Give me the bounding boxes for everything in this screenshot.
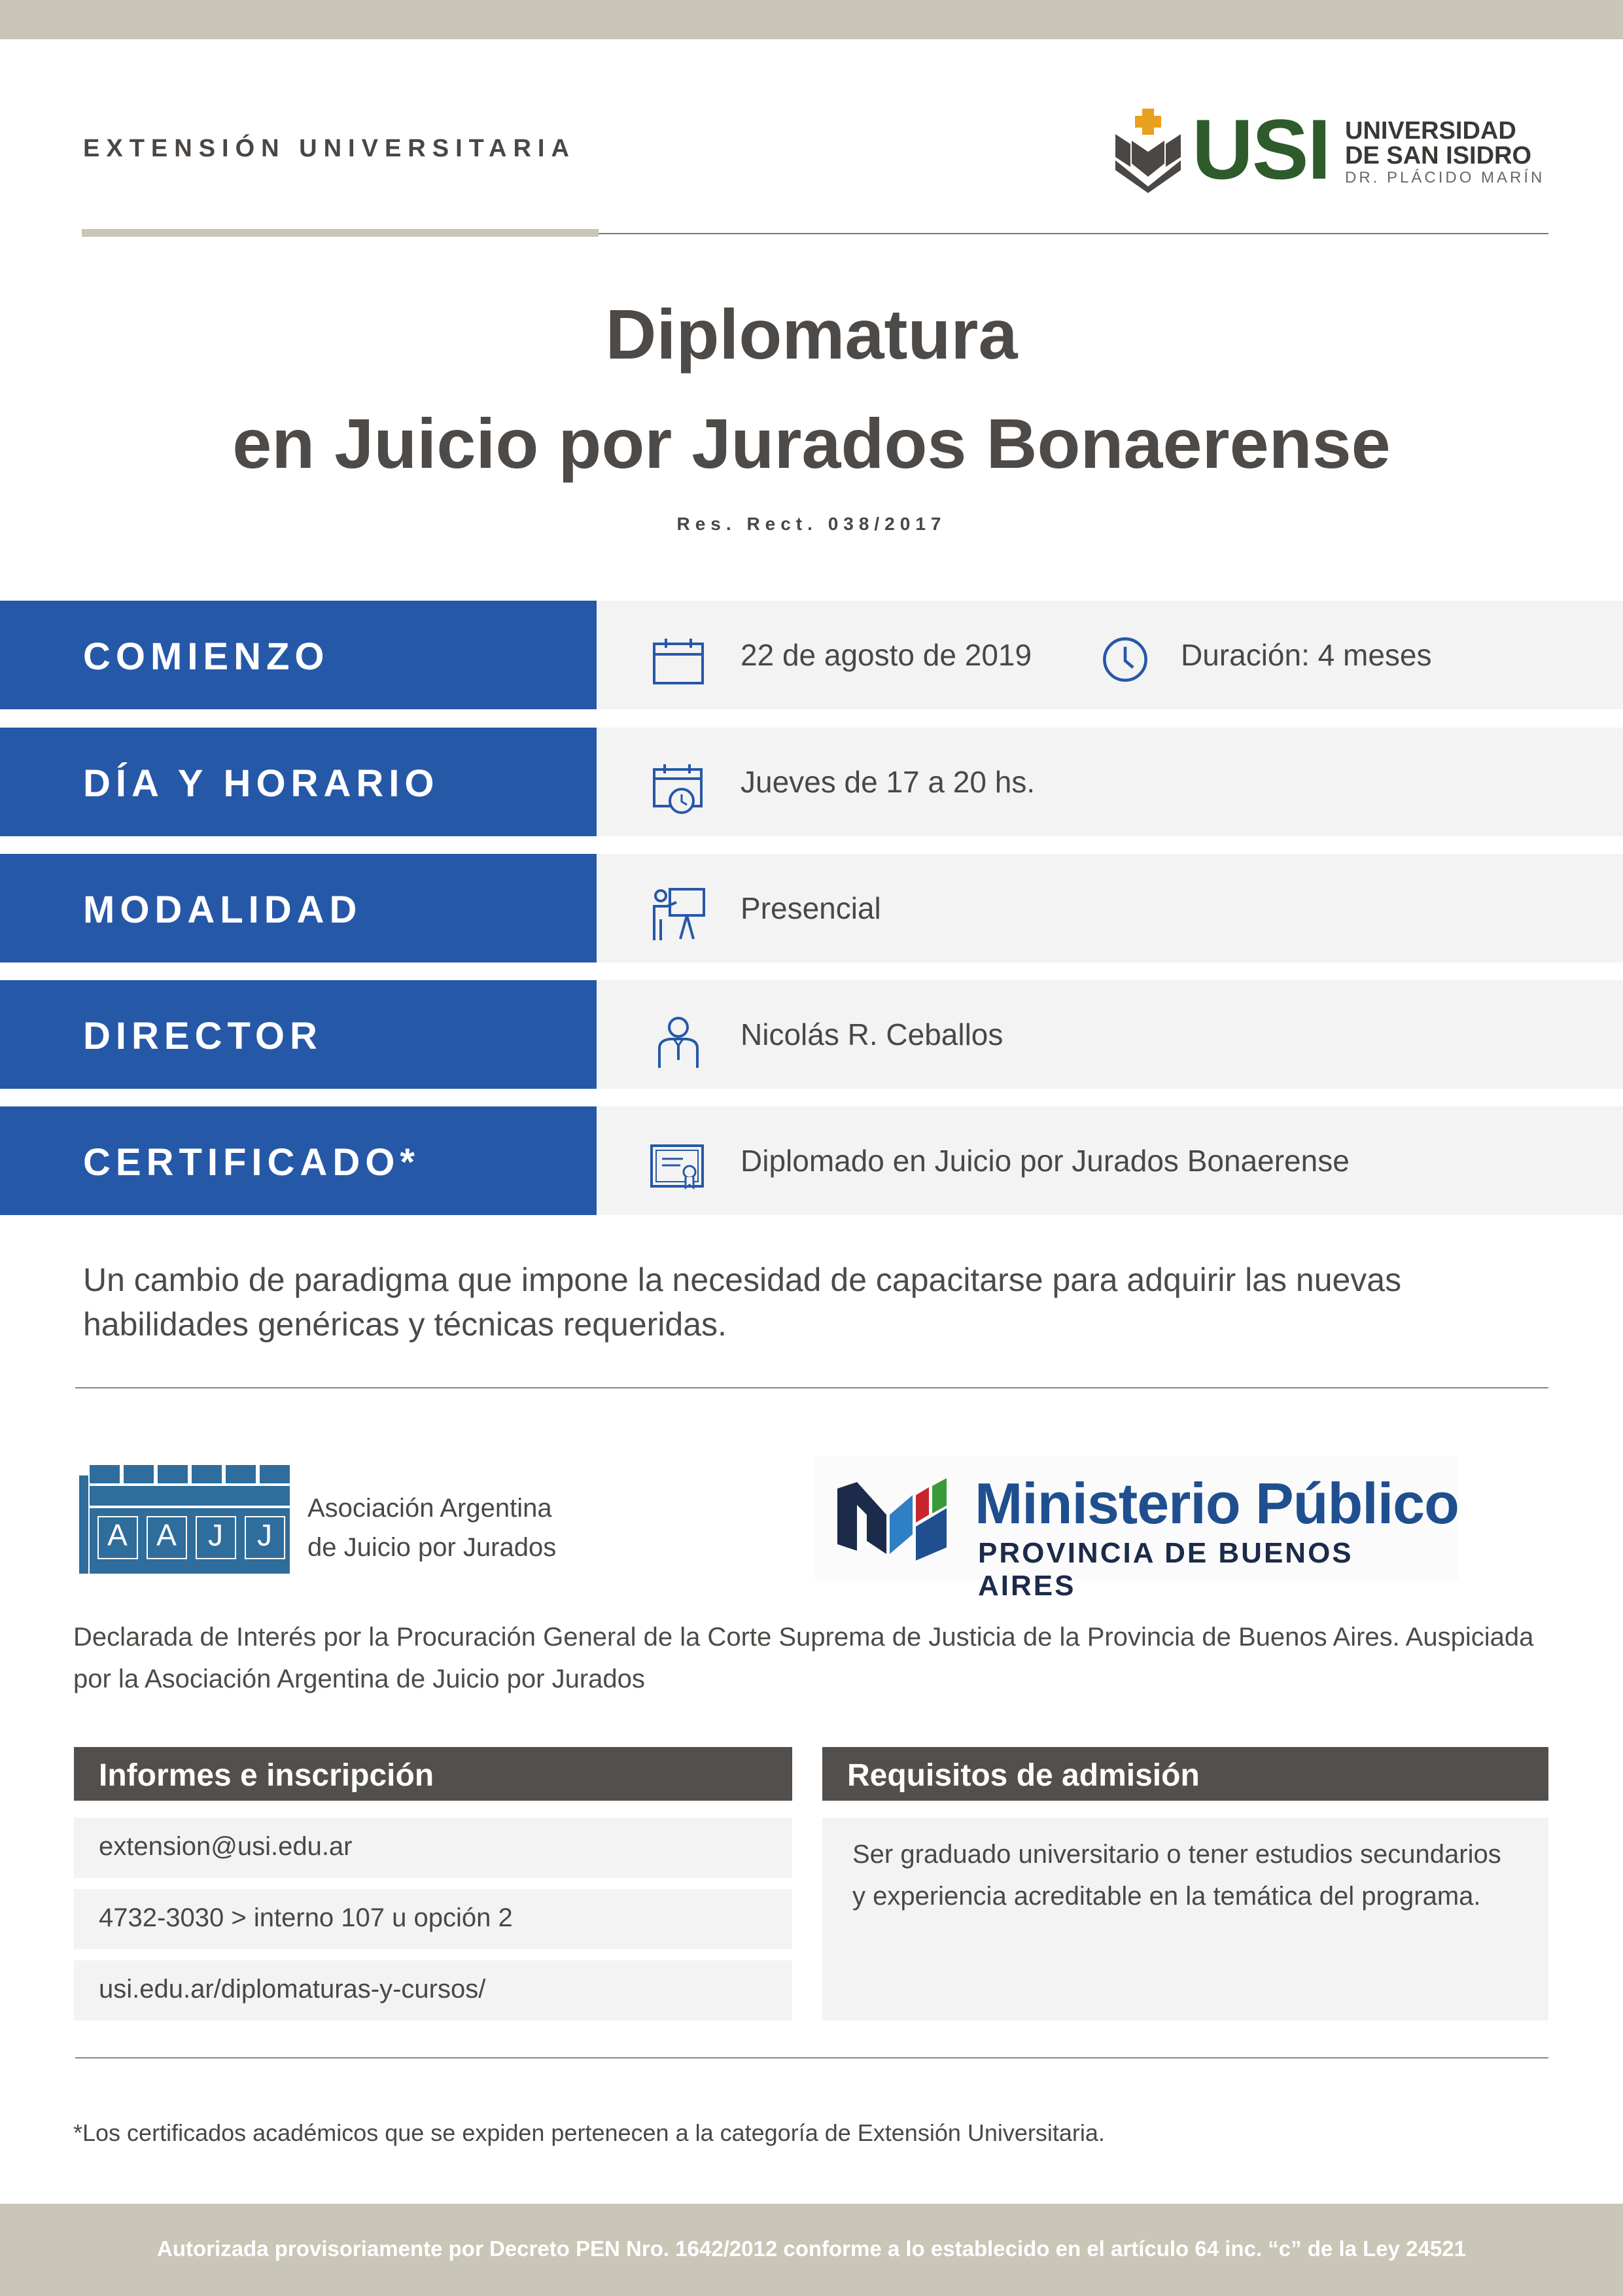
aajj-letter: J [245,1516,285,1559]
requirements-header [822,1747,1548,1801]
director-name: Nicolás R. Ceballos [741,1017,1003,1051]
presenter-icon [650,887,707,943]
contact-header [74,1747,792,1801]
contact-website-cell [74,1960,792,2021]
row-label-modalidad [0,854,597,963]
row-label-text: DIRECTOR [83,1015,323,1057]
ministerio-emblem-icon [834,1469,965,1567]
row-label-dia-horario [0,728,597,836]
certificate-icon [646,1139,708,1195]
intro-paragraph: Un cambio de paradigma que impone la necesidad de capacitarse para adquirir las nuevas habilidades genéricas y técnicas requeridas. [83,1262,1402,1343]
calendar-clock-icon [650,760,707,817]
ministerio-logo [814,1456,1459,1602]
row-label-text: CERTIFICADO* [83,1141,420,1184]
header-rule [599,233,1548,234]
requirements-text: Ser graduado universitario o tener estudios secundarios y experiencia acreditable en la temática del programa. [852,1840,1501,1911]
contact-phone-cell [74,1889,792,1949]
resolution-number: Res. Rect. 038/2017 [676,514,947,534]
bottom-bar [0,2204,1623,2296]
contact-email-cell [74,1818,792,1878]
usi-name-line3: DR. PLÁCIDO MARÍN [1345,169,1545,186]
separator [75,2057,1548,2058]
header-rule-accent [82,229,599,237]
declaration-text: Declarada de Interés por la Procuración General de la Corte Suprema de Justicia de la Provincia de Buenos Aires. Auspiciada por la Asociación Argentina de Juicio por Jurados [73,1623,1534,1693]
row-label-text: DÍA Y HORARIO [83,762,440,805]
aajj-name-line1: Asociación Argentina [307,1494,552,1523]
contact-website[interactable]: usi.edu.ar/diplomaturas-y-cursos/ [99,1975,486,2004]
start-date: 22 de agosto de 2019 [741,638,1032,672]
ministerio-title: Ministerio Público [975,1471,1459,1536]
page-title-line1: Diplomatura [605,294,1018,374]
aajj-logo [77,1462,299,1577]
schedule: Jueves de 17 a 20 hs. [741,765,1036,799]
ministerio-subtitle: PROVINCIA DE BUENOS AIRES [978,1537,1353,1602]
clock-icon [1099,633,1151,686]
contact-heading: Informes e inscripción [99,1758,434,1793]
page-title-line2: en Juicio por Jurados Bonaerense [232,404,1391,483]
legal-note: Autorizada provisoriamente por Decreto PEN Nro. 1642/2012 conforme a lo establecido en el artículo 64 inc. “c” de la Ley 24521 [157,2236,1466,2261]
row-label-comienzo [0,601,597,709]
duration: Duración: 4 meses [1181,638,1432,672]
footnote: *Los certificados académicos que se expiden pertenecen a la categoría de Extensión Universitaria. [73,2119,1105,2146]
aajj-letter: A [147,1516,187,1559]
modality: Presencial [741,891,881,925]
usi-name-line2: DE SAN ISIDRO [1345,142,1532,169]
aajj-letter: J [196,1516,236,1559]
usi-emblem-icon [1112,105,1184,193]
row-value-dia-horario [597,728,1623,836]
person-icon [650,1013,707,1069]
row-value-director [597,980,1623,1089]
row-label-certificado [0,1106,597,1215]
separator [75,1387,1548,1388]
usi-acronym: USI [1192,101,1330,197]
aajj-name-line2: de Juicio por Jurados [307,1533,557,1562]
row-value-modalidad [597,854,1623,963]
row-label-director [0,980,597,1089]
contact-email[interactable]: extension@usi.edu.ar [99,1832,353,1861]
requirements-heading: Requisitos de admisión [847,1758,1200,1793]
calendar-icon [650,633,707,690]
contact-phone[interactable]: 4732-3030 > interno 107 u opción 2 [99,1903,513,1932]
aajj-letter: A [97,1516,138,1559]
row-label-text: MODALIDAD [83,889,362,931]
usi-name-line1: UNIVERSIDAD [1345,117,1516,145]
row-value-comienzo [597,601,1623,709]
department-label: EXTENSIÓN UNIVERSITARIA [83,135,576,162]
top-bar [0,0,1623,39]
row-value-certificado [597,1106,1623,1215]
certificate-title: Diplomado en Juicio por Jurados Bonaerense [741,1144,1350,1178]
row-label-text: COMIENZO [83,635,330,678]
